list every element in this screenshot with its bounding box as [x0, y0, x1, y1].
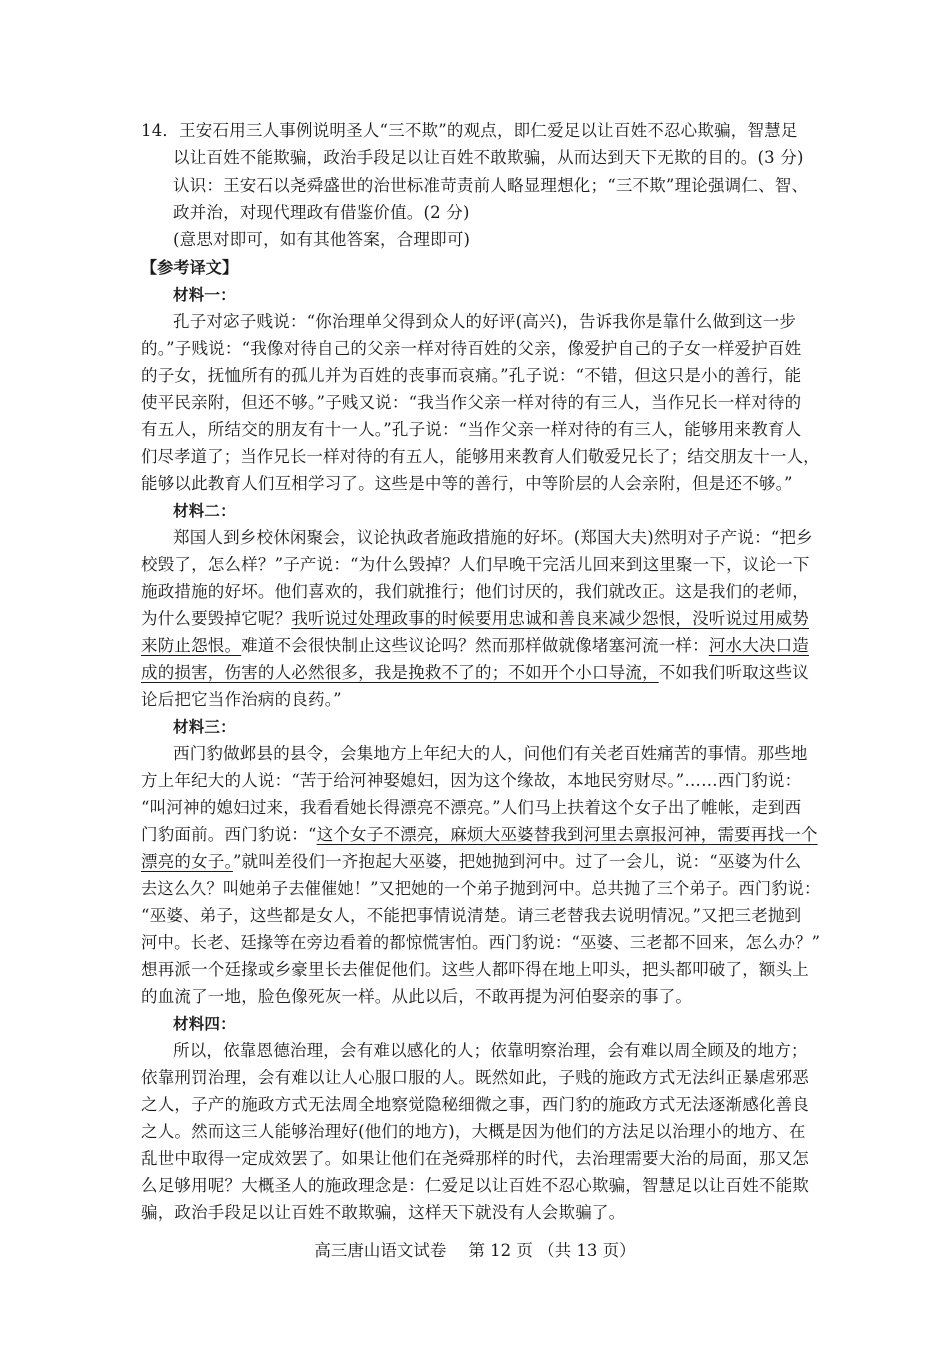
q14-line-2: 以让百姓不能欺骗，政治手段足以让百姓不敢欺骗，从而达到天下无欺的目的。(3 分) — [173, 148, 804, 167]
material-2-underlined-text: 来防止怨恨。 — [141, 636, 242, 655]
section-heading: 【参考译文】 — [141, 258, 239, 277]
material-3-text: 门豹面前。西门豹说：“ — [141, 825, 317, 844]
material-3-line: 方上年纪大的人说：“苦于给河神娶媳妇，因为这个缘故，本地民穷财尽。”……西门豹说： — [141, 771, 802, 790]
material-4-line: 乱世中取得一定成效罢了。如果让他们在尧舜那样的时代，去治理需要大治的局面，那又怎 — [141, 1149, 809, 1168]
material-3-underlined-text: 漂亮的女子。 — [141, 852, 233, 871]
q14-line-3: 认识：王安石以尧舜盛世的治世标准苛责前人略显理想化；“三不欺”理论强调仁、智、 — [173, 176, 809, 195]
material-1-line: 们尽孝道了；当作兄长一样对待的有五人，能够用来教育人们敬爱兄长了；结交朋友十一人， — [141, 447, 820, 466]
footer-page-number: 第 12 页 （共 13 页） — [468, 1241, 636, 1260]
material-3-line: 想再派一个廷掾或乡豪里长去催促他们。这些人都吓得在地上叩头，把头都叩破了，额头上 — [141, 960, 809, 979]
material-3-line — [141, 825, 818, 845]
material-3-line: 西门豹做邺县的县令，会集地方上年纪大的人，问他们有关老百姓痛苦的事情。那些地 — [173, 744, 808, 763]
q14-line-4: 政并治，对现代理政有借鉴价值。(2 分) — [173, 203, 470, 222]
material-2-underlined-text: 我听说过处理政事的时候要用忠诚和善良来减少怨恨，没听说过用威势 — [291, 609, 810, 628]
material-2-line: 施政措施的好坏。他们喜欢的，我们就推行；他们讨厌的，我们就改正。这是我们的老师， — [141, 582, 809, 601]
material-2-text: 不如我们听取这些议 — [658, 663, 810, 682]
material-4-line: 所以，依靠恩德治理，会有难以感化的人；依靠明察治理，会有难以周全顾及的地方； — [173, 1041, 808, 1060]
footer-title: 高三唐山语文试卷 — [314, 1241, 447, 1260]
material-4-line: 骗，政治手段足以让百姓不敢欺骗，这样天下就没有人会欺骗了。 — [141, 1203, 626, 1222]
material-3-line: 去这么久？叫她弟子去催催她！”又把她的一个弟子抛到河中。总共抛了三个弟子。西门豹说： — [141, 879, 821, 898]
material-3-line: 河中。长老、廷掾等在旁边看着的都惊慌害怕。西门豹说：“巫婆、三老都不回来，怎么办？” — [141, 933, 821, 952]
material-2-line: 论后把它当作治病的良药。” — [141, 690, 342, 709]
material-3-line: “巫婆、弟子，这些都是女人，不能把事情说清楚。请三老替我去说明情况。”又把三老抛到 — [141, 906, 802, 925]
material-2-line — [141, 636, 809, 656]
material-1-line: 有五人，所结交的朋友有十一人。”孔子说：“当作父亲一样对待的有三人，能够用来教育人 — [141, 420, 802, 439]
material-1-line: 孔子对宓子贱说：“你治理单父得到众人的好评(高兴)，告诉我你是靠什么做到这一步 — [173, 312, 797, 331]
material-1-line: 的子女，抚恤所有的孤儿并为百姓的丧事而哀痛。”孔子说：“不错，但这只是小的善行，能 — [141, 366, 802, 385]
material-2-line: 郑国人到乡校休闲聚会，议论执政者施政措施的好坏。(郑国大夫)然明对子产说：“把乡 — [173, 528, 813, 547]
material-1-title: 材料一： — [173, 286, 236, 304]
material-3-line: “叫河神的媳妇过来，我看看她长得漂亮不漂亮。”人们马上扶着这个女子出了帷帐，走到西 — [141, 798, 802, 817]
material-2-underlined-text: 河水大决口造 — [708, 636, 810, 655]
q14-line-1: 14．王安石用三人事例说明圣人“三不欺”的观点，即仁爱足以让百姓不忍心欺骗，智慧足 — [141, 121, 798, 140]
material-1-line: 的。”子贱说：“我像对待自己的父亲一样对待百姓的父亲，像爱护自己的子女一样爱护百姓 — [141, 339, 802, 358]
material-4-line: 么足够用呢？大概圣人的施政理念是：仁爱足以让百姓不忍心欺骗，智慧足以让百姓不能欺 — [141, 1176, 809, 1195]
material-1-line: 能够以此教育人们互相学习了。这些是中等的善行，中等阶层的人会亲附，但是还不够。” — [141, 474, 793, 493]
material-1-line: 使平民亲附，但还不够。”子贱又说：“我当作父亲一样对待的有三人，当作兄长一样对待的 — [141, 393, 802, 412]
material-2-title: 材料二： — [173, 502, 236, 520]
material-2-line — [141, 663, 809, 683]
material-3-underlined-text: 这个女子不漂亮，麻烦大巫婆替我到河里去禀报河神，需要再找一个 — [316, 825, 818, 844]
material-4-line: 依靠刑罚治理，会有难以让人心服口服的人。既然如此，子贱的施政方式无法纠正暴虐邪恶 — [141, 1068, 809, 1087]
page-footer — [0, 1240, 950, 1262]
material-2-line: 校毁了，怎么样？”子产说：“为什么毁掉？人们早晚干完活儿回来到这里聚一下，议论一下 — [141, 555, 810, 574]
material-3-title: 材料三： — [173, 718, 236, 736]
material-2-text: 难道不会很快制止这些议论吗？然而那样做就像堵塞河流一样： — [241, 636, 709, 655]
material-4-line: 之人。然而这三人能够治理好(他们的地方)，大概是因为他们的方法足以治理小的地方、在 — [141, 1122, 806, 1141]
material-4-line: 之人，子产的施政方式无法周全地察觉隐秘细微之事，西门豹的施政方式无法逐渐感化善良 — [141, 1095, 809, 1114]
material-2-underlined-text: 成的损害，伤害的人必然很多，我是挽救不了的；不如开个小口导流， — [141, 663, 659, 682]
material-3-line: 的血流了一地，脸色像死灰一样。从此以后，不敢再提为河伯娶亲的事了。 — [141, 987, 693, 1006]
material-2-line — [141, 609, 809, 629]
q14-line-5: (意思对即可，如有其他答案，合理即可) — [173, 230, 471, 249]
material-3-text: ”就叫差役们一齐抱起大巫婆，把她抛到河中。过了一会儿，说：“巫婆为什么 — [232, 852, 802, 871]
material-2-text: 为什么要毁掉它呢？ — [141, 609, 292, 628]
material-3-line — [141, 852, 801, 872]
material-4-title: 材料四： — [173, 1015, 236, 1033]
